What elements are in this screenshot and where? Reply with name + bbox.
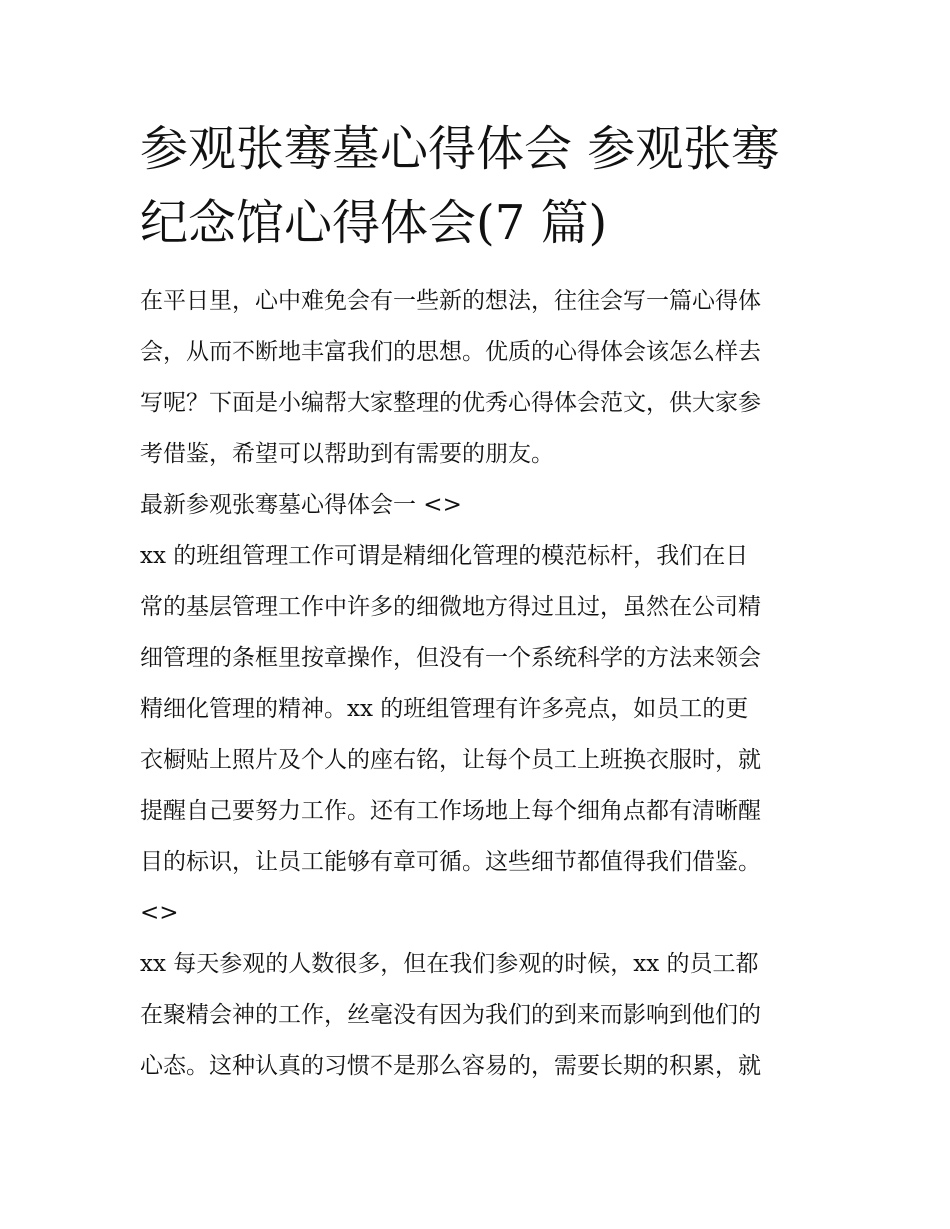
document-body [140, 276, 820, 1092]
paragraph-line: <> [140, 900, 179, 926]
document-title [140, 112, 820, 260]
paragraph-line: 衣橱贴上照片及个人的座右铭，让每个员工上班换衣服时，就 [140, 747, 761, 773]
paragraph-line: xx 每天参观的人数很多，但在我们参观的时候，xx 的员工都 [140, 951, 759, 977]
paragraph-line: 精细化管理的精神。xx 的班组管理有许多亮点，如员工的更 [140, 696, 749, 722]
title-line: 参观张骞墓心得体会 参观张骞 [140, 121, 780, 177]
intro-line: 考借鉴，希望可以帮助到有需要的朋友。 [140, 441, 554, 467]
paragraph-line: 常的基层管理工作中许多的细微地方得过且过，虽然在公司精 [140, 594, 761, 620]
intro-line: 在平日里，心中难免会有一些新的想法，往往会写一篇心得体 [140, 288, 761, 314]
paragraph-line: 目的标识，让员工能够有章可循。这些细节都值得我们借鉴。 [140, 849, 761, 875]
paragraph-line: 在聚精会神的工作，丝毫没有因为我们的到来而影响到他们的 [140, 1002, 761, 1028]
intro-line: 写呢？下面是小编帮大家整理的优秀心得体会范文，供大家参 [140, 390, 761, 416]
paragraph-line: 心态。这种认真的习惯不是那么容易的，需要长期的积累，就 [140, 1053, 761, 1079]
section-heading: 最新参观张骞墓心得体会一 <> [140, 492, 462, 518]
paragraph-line: 提醒自己要努力工作。还有工作场地上每个细角点都有清晰醒 [140, 798, 761, 824]
paragraph-line: xx 的班组管理工作可谓是精细化管理的模范标杆，我们在日 [140, 543, 749, 569]
intro-line: 会，从而不断地丰富我们的思想。优质的心得体会该怎么样去 [140, 339, 761, 365]
title-line: 纪念馆心得体会(7 篇) [140, 195, 608, 251]
paragraph-line: 细管理的条框里按章操作，但没有一个系统科学的方法来领会 [140, 645, 761, 671]
